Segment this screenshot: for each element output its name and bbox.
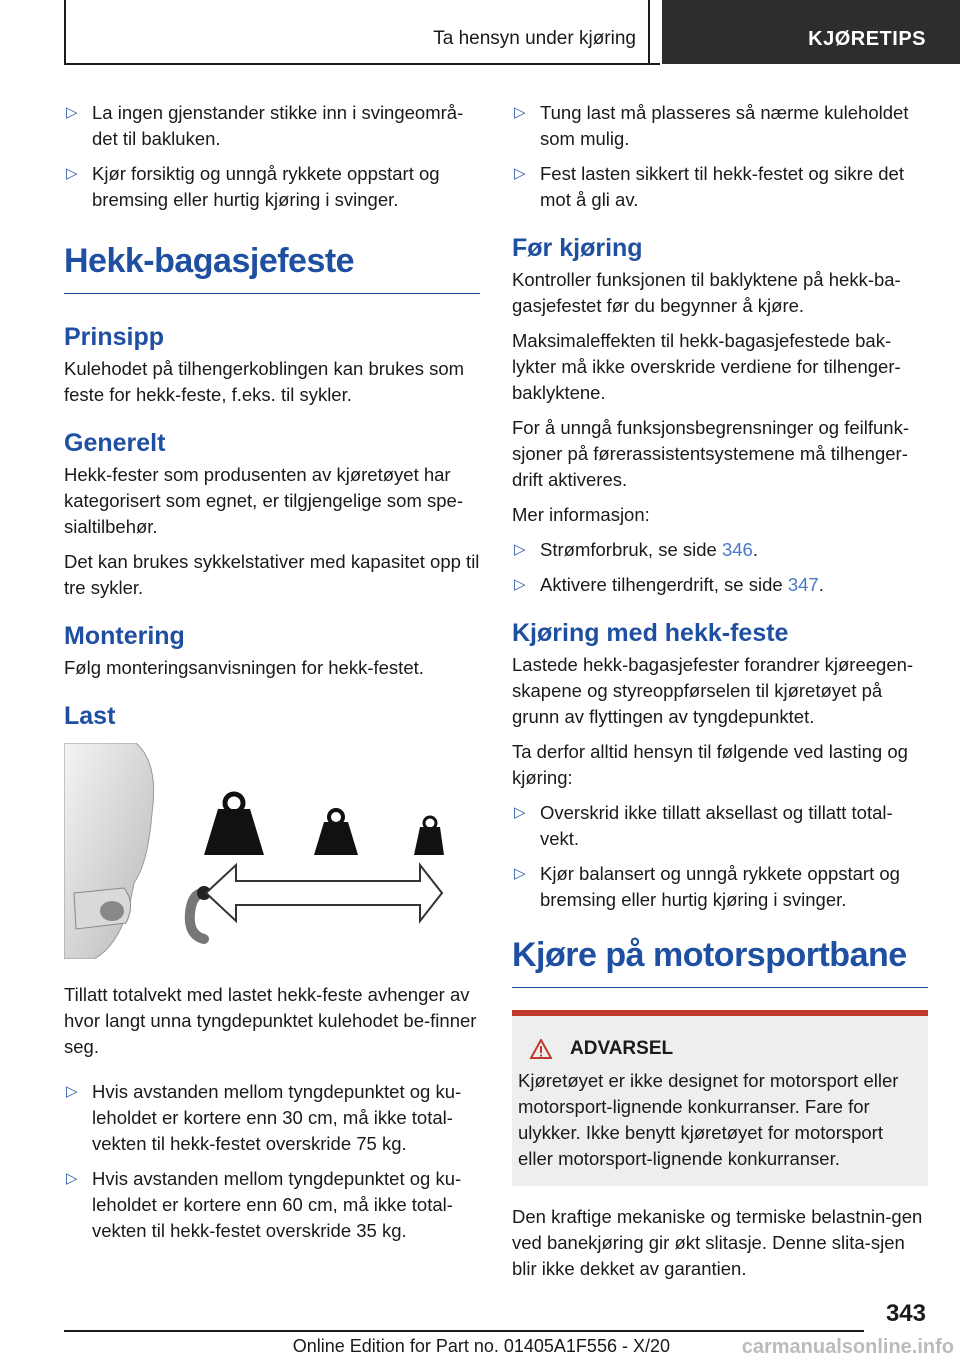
header-rule-bottom [64,63,660,65]
footer-edition: Online Edition for Part no. 01405A1F556 - X/20 [292,1336,670,1356]
section-title: Hekk-bagasjefeste [64,241,480,294]
heading-for-kjoring: Før kjøring [512,234,643,262]
list-item: ▷ Hvis avstanden mellom tyngdepunktet og ku-leholdet er kortere enn 30 cm, må ikke total-vekten til hekk-festet overskride 75 kg. [66,1081,462,1154]
heading-kjoring-med-hekk-feste: Kjøring med hekk-feste [512,619,789,647]
section-title: Kjøre på motorsportbane [512,935,928,988]
triangle-bullet-icon: ▷ [514,165,526,182]
list-item: ▷ Tung last må plasseres så nærme kuleholdet som mulig. [514,102,909,149]
header-chapter-tab [662,0,960,64]
list-item: ▷ Kjør forsiktig og unngå rykkete oppstart og bremsing eller hurtig kjøring i svinger. [66,163,440,210]
page-number: 343 [885,1300,926,1327]
watermark: carmanualsonline.info [741,1336,954,1358]
header-rule-left [64,0,66,64]
triangle-bullet-icon: ▷ [514,541,526,558]
triangle-bullet-icon: ▷ [66,1083,78,1100]
triangle-bullet-icon: ▷ [66,165,78,182]
heading-prinsipp: Prinsipp [64,323,165,351]
warning-box [512,1010,928,1186]
triangle-bullet-icon: ▷ [514,104,526,121]
paragraph: Mer informasjon: [512,504,650,525]
heading-last: Last [64,702,116,730]
paragraph: Ta derfor alltid hensyn til følgende ved lasting og kjøring: [512,741,908,788]
paragraph: For å unngå funksjonsbegrensninger og feilfunk-sjoner på førerassistentsystemene må tilhenger-drift aktiveres. [512,417,909,490]
paragraph: Den kraftige mekaniske og termiske belastnin-gen ved banekjøring gir økt slitasje. Denne slita-sjen blir ikke dekket av garantien. [512,1206,923,1279]
paragraph: Følg monteringsanvisningen for hekk-festet. [64,657,424,678]
list-item: ▷ Hvis avstanden mellom tyngdepunktet og ku-leholdet er kortere enn 60 cm, må ikke total-vekten til hekk-festet overskride 35 kg. [66,1168,462,1241]
warning-title: ADVARSEL [530,1038,920,1060]
heading-montering: Montering [64,622,185,650]
triangle-bullet-icon: ▷ [514,865,526,882]
warning-text: Kjøretøyet er ikke designet for motorsport eller motorsport-lignende konkurranser. Fare for ulykker. Ikke benytt kjøretøyet for motorsport eller motorsport-lignende konkurranser. [518,1070,899,1169]
list-item: ▷ La ingen gjenstander stikke inn i svingeområ- det til bakluken. [66,102,464,149]
weight-medium-icon [314,810,358,855]
right-column [512,100,928,1291]
list-item: ▷ Aktivere tilhengerdrift, se side 347. [512,572,928,598]
paragraph: Kontroller funksjonen til baklyktene på hekk-ba-gasjefestet før du begynner å kjøre. [512,269,901,316]
load-distribution-illustration [64,743,444,959]
page-reference-link[interactable]: 347 [787,574,819,595]
weight-large-icon [204,794,264,855]
heading-generelt: Generelt [64,429,166,457]
list-item: ▷ Fest lasten sikkert til hekk-festet og sikre det mot å gli av. [514,163,904,210]
footer-rule [64,1330,864,1332]
page-reference-link[interactable]: 346 [721,539,753,560]
list-item: ▷ Kjør balansert og unngå rykkete oppstart og bremsing eller hurtig kjøring i svinger. [514,863,900,910]
paragraph: Maksimaleffekten til hekk-bagasjefestede bak-lykter må ikke overskride verdiene for tilhenger-baklyktene. [512,330,901,403]
triangle-bullet-icon: ▷ [66,1170,78,1187]
triangle-bullet-icon: ▷ [66,104,78,121]
weight-small-icon [414,817,444,855]
triangle-bullet-icon: ▷ [514,576,526,593]
list-item: ▷ Strømforbruk, se side 346. [512,537,928,563]
list-item: ▷ Overskrid ikke tillatt aksellast og tillatt total-vekt. [514,802,893,849]
warning-triangle-icon [530,1039,552,1059]
header-rule-mid [648,0,650,64]
paragraph: Lastede hekk-bagasjefester forandrer kjøreegen-skapene og styreoppførselen til kjøretøyet på grunn av flyttingen av tyngdepunktet. [512,654,914,727]
left-column [64,100,480,1253]
header-chapter-label: KJØRETIPS [808,28,926,50]
paragraph: Hekk-fester som produsenten av kjøretøyet har kategorisert som egnet, er tilgjengelige som spe-sialtilbehør. [64,464,463,537]
triangle-bullet-icon: ▷ [514,804,526,821]
paragraph: Kulehodet på tilhengerkoblingen kan brukes som feste for hekk-feste, f.eks. til sykler. [64,358,465,405]
paragraph: Tillatt totalvekt med lastet hekk-feste avhenger av hvor langt unna tyngdepunktet kulehodet be-finner seg. [64,984,477,1057]
header-section: Ta hensyn under kjøring [433,28,636,49]
paragraph: Det kan brukes sykkelstativer med kapasitet opp til tre sykler. [64,551,480,598]
